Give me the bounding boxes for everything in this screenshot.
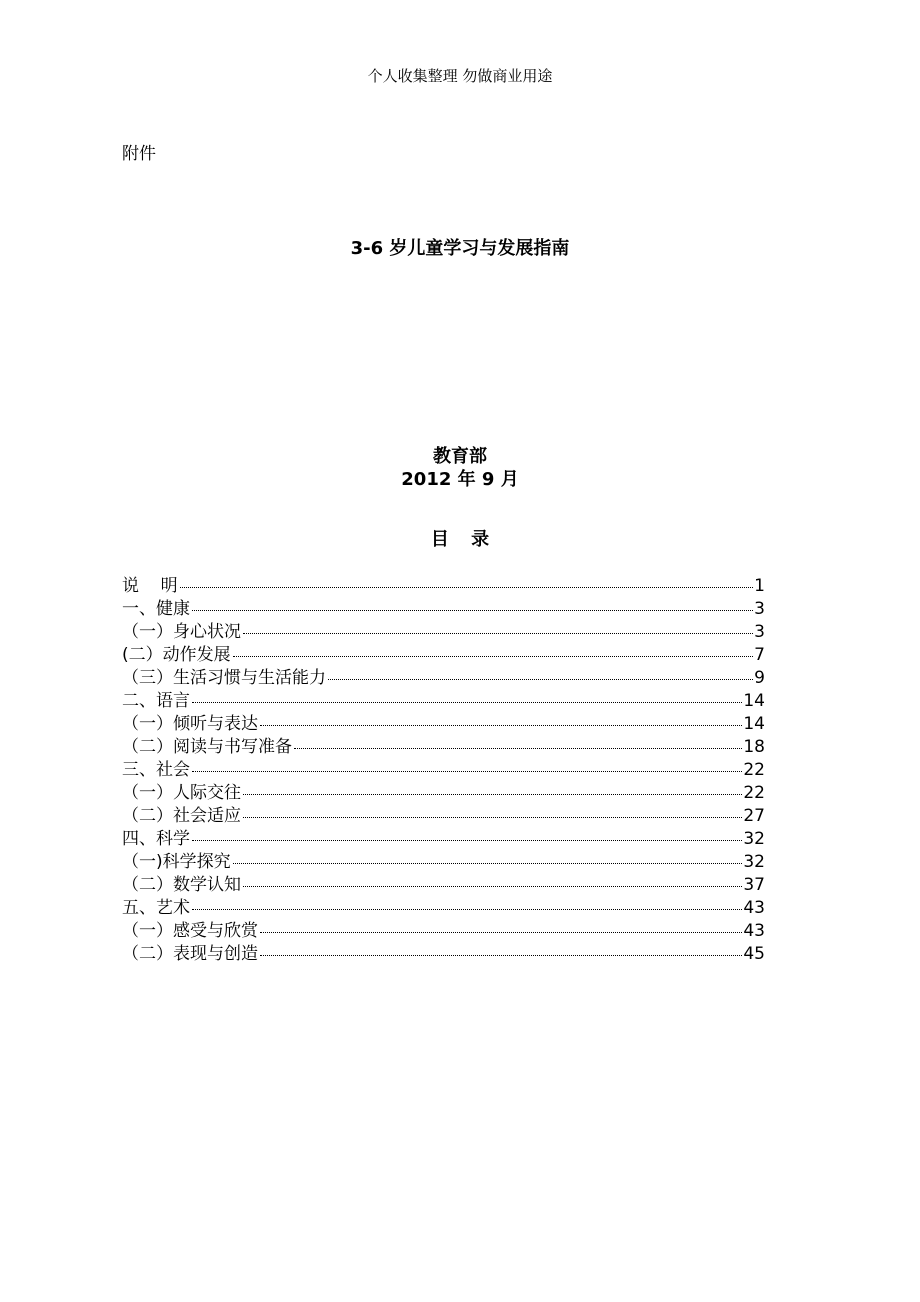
toc-dot-leader bbox=[233, 863, 743, 864]
toc-entry-page: 43 bbox=[743, 898, 765, 918]
toc-entry[interactable] bbox=[122, 851, 765, 874]
toc-entry-page: 22 bbox=[743, 783, 765, 803]
attachment-label: 附件 bbox=[122, 144, 156, 164]
toc-dot-leader bbox=[260, 932, 742, 933]
toc-entry-page: 32 bbox=[743, 852, 765, 872]
toc-entry-label: （一）人际交往 bbox=[122, 783, 241, 803]
toc-entry-label: （一）身心状况 bbox=[122, 622, 241, 642]
header-note: 个人收集整理 勿做商业用途 bbox=[367, 67, 553, 85]
toc-entry[interactable] bbox=[122, 644, 765, 667]
toc-entry-label: （三）生活习惯与生活能力 bbox=[122, 668, 326, 688]
toc-dot-leader bbox=[243, 633, 753, 634]
toc-entry-page: 3 bbox=[754, 599, 765, 619]
toc-entry-page: 14 bbox=[743, 691, 765, 711]
toc-entry-label: （二）社会适应 bbox=[122, 806, 241, 826]
toc-entry-label: 说 明 bbox=[122, 576, 178, 596]
toc-entry-page: 22 bbox=[743, 760, 765, 780]
toc-entry-label: （二）数学认知 bbox=[122, 875, 241, 895]
publication-date: 2012 年 9 月 bbox=[401, 469, 519, 490]
publisher: 教育部 bbox=[433, 446, 487, 467]
toc-entry-label: （一）感受与欣赏 bbox=[122, 921, 258, 941]
toc-entry[interactable] bbox=[122, 897, 765, 920]
toc-dot-leader bbox=[233, 656, 754, 657]
toc-entry-page: 32 bbox=[743, 829, 765, 849]
toc-entry-label: （一)科学探究 bbox=[122, 852, 231, 872]
toc-entry[interactable] bbox=[122, 805, 765, 828]
toc-entry[interactable] bbox=[122, 874, 765, 897]
toc-entry-label: 一、健康 bbox=[122, 599, 190, 619]
toc-entry[interactable] bbox=[122, 690, 765, 713]
toc-entry-page: 9 bbox=[754, 668, 765, 688]
table-of-contents bbox=[122, 575, 765, 966]
toc-entry-label: 三、社会 bbox=[122, 760, 190, 780]
toc-entry-page: 1 bbox=[754, 576, 765, 596]
toc-entry-label: （二）表现与创造 bbox=[122, 944, 258, 964]
toc-heading: 目 录 bbox=[430, 529, 490, 550]
toc-entry[interactable] bbox=[122, 828, 765, 851]
toc-entry-label: 二、语言 bbox=[122, 691, 190, 711]
toc-entry[interactable] bbox=[122, 759, 765, 782]
toc-entry-page: 18 bbox=[743, 737, 765, 757]
toc-dot-leader bbox=[192, 610, 753, 611]
toc-entry-page: 27 bbox=[743, 806, 765, 826]
toc-entry[interactable] bbox=[122, 621, 765, 644]
toc-entry[interactable] bbox=[122, 598, 765, 621]
toc-dot-leader bbox=[243, 794, 742, 795]
toc-entry-label: （二）阅读与书写准备 bbox=[122, 737, 292, 757]
toc-entry[interactable] bbox=[122, 782, 765, 805]
toc-dot-leader bbox=[294, 748, 742, 749]
toc-dot-leader bbox=[192, 702, 742, 703]
toc-dot-leader bbox=[260, 955, 742, 956]
toc-entry-label: (二）动作发展 bbox=[122, 645, 231, 665]
toc-dot-leader bbox=[328, 679, 753, 680]
toc-entry-label: 四、科学 bbox=[122, 829, 190, 849]
toc-entry-page: 45 bbox=[743, 944, 765, 964]
toc-entry[interactable] bbox=[122, 667, 765, 690]
toc-dot-leader bbox=[243, 817, 742, 818]
toc-entry-page: 3 bbox=[754, 622, 765, 642]
toc-dot-leader bbox=[243, 886, 742, 887]
toc-dot-leader bbox=[192, 771, 742, 772]
toc-dot-leader bbox=[180, 587, 754, 588]
toc-dot-leader bbox=[260, 725, 742, 726]
toc-entry[interactable] bbox=[122, 920, 765, 943]
toc-entry[interactable] bbox=[122, 943, 765, 966]
toc-entry-page: 37 bbox=[743, 875, 765, 895]
toc-entry[interactable] bbox=[122, 713, 765, 736]
toc-entry-label: （一）倾听与表达 bbox=[122, 714, 258, 734]
toc-dot-leader bbox=[192, 909, 742, 910]
toc-entry-label: 五、艺术 bbox=[122, 898, 190, 918]
toc-dot-leader bbox=[192, 840, 742, 841]
toc-entry-page: 14 bbox=[743, 714, 765, 734]
toc-entry-page: 7 bbox=[754, 645, 765, 665]
toc-entry[interactable] bbox=[122, 736, 765, 759]
toc-entry[interactable] bbox=[122, 575, 765, 598]
toc-entry-page: 43 bbox=[743, 921, 765, 941]
document-title: 3-6 岁儿童学习与发展指南 bbox=[350, 238, 570, 259]
